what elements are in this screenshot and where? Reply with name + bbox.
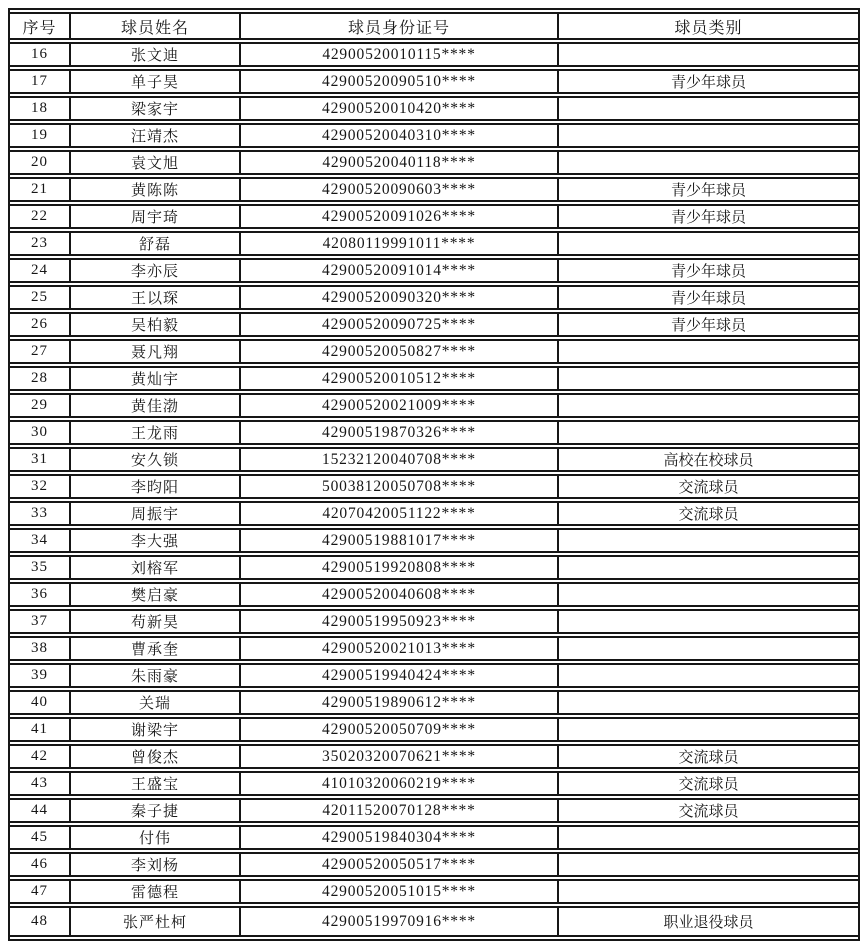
table-row — [10, 555, 858, 580]
cell-id-number: 42900520050517**** — [239, 852, 557, 877]
cell-name: 樊启豪 — [69, 582, 239, 607]
cell-category: 高校在校球员 — [557, 447, 858, 472]
cell-name: 黄灿宇 — [69, 366, 239, 391]
cell-name: 付伟 — [69, 825, 239, 850]
table-row — [10, 231, 858, 256]
table-row — [10, 879, 858, 904]
cell-index: 24 — [10, 258, 69, 283]
cell-category — [557, 420, 858, 445]
cell-index: 18 — [10, 96, 69, 121]
cell-category — [557, 609, 858, 634]
cell-index: 28 — [10, 366, 69, 391]
cell-category: 青少年球员 — [557, 204, 858, 229]
cell-category — [557, 123, 858, 148]
cell-index: 17 — [10, 69, 69, 94]
cell-category: 交流球员 — [557, 501, 858, 526]
cell-id-number: 42900520021009**** — [239, 393, 557, 418]
table-row — [10, 690, 858, 715]
cell-id-number: 35020320070621**** — [239, 744, 557, 769]
cell-index: 37 — [10, 609, 69, 634]
cell-id-number: 42900519870326**** — [239, 420, 557, 445]
cell-category — [557, 555, 858, 580]
cell-category — [557, 690, 858, 715]
table-row — [10, 582, 858, 607]
table-row — [10, 258, 858, 283]
cell-index: 26 — [10, 312, 69, 337]
table-row — [10, 528, 858, 553]
table-row — [10, 501, 858, 526]
cell-category: 青少年球员 — [557, 177, 858, 202]
cell-id-number: 42900520090603**** — [239, 177, 557, 202]
cell-category: 青少年球员 — [557, 285, 858, 310]
cell-index: 31 — [10, 447, 69, 472]
cell-id-number: 42900519840304**** — [239, 825, 557, 850]
table-row — [10, 150, 858, 175]
cell-category: 青少年球员 — [557, 312, 858, 337]
cell-category — [557, 339, 858, 364]
cell-index: 46 — [10, 852, 69, 877]
table-row — [10, 123, 858, 148]
cell-index: 29 — [10, 393, 69, 418]
table-row — [10, 339, 858, 364]
cell-category: 交流球员 — [557, 798, 858, 823]
cell-name: 聂凡翔 — [69, 339, 239, 364]
cell-name: 谢梁宇 — [69, 717, 239, 742]
cell-name: 王盛宝 — [69, 771, 239, 796]
cell-name: 单子昊 — [69, 69, 239, 94]
table-row — [10, 474, 858, 499]
cell-category: 交流球员 — [557, 771, 858, 796]
table-row — [10, 96, 858, 121]
cell-id-number: 42900520040310**** — [239, 123, 557, 148]
cell-index: 47 — [10, 879, 69, 904]
cell-category — [557, 717, 858, 742]
cell-index: 30 — [10, 420, 69, 445]
cell-id-number: 42900520090725**** — [239, 312, 557, 337]
cell-id-number: 42900520040118**** — [239, 150, 557, 175]
cell-id-number: 42900520040608**** — [239, 582, 557, 607]
cell-index: 36 — [10, 582, 69, 607]
cell-name: 周宇琦 — [69, 204, 239, 229]
cell-id-number: 42900520010420**** — [239, 96, 557, 121]
cell-id-number: 42900519940424**** — [239, 663, 557, 688]
cell-id-number: 42900520091014**** — [239, 258, 557, 283]
cell-name: 李昀阳 — [69, 474, 239, 499]
cell-name: 张严杜柯 — [69, 906, 239, 937]
cell-name: 曹承奎 — [69, 636, 239, 661]
document-page — [8, 8, 856, 941]
cell-category — [557, 879, 858, 904]
cell-category — [557, 96, 858, 121]
cell-name: 朱雨豪 — [69, 663, 239, 688]
table-row — [10, 852, 858, 877]
cell-index: 38 — [10, 636, 69, 661]
cell-id-number: 42900520090510**** — [239, 69, 557, 94]
cell-id-number: 42900520051015**** — [239, 879, 557, 904]
cell-name: 秦子捷 — [69, 798, 239, 823]
cell-index: 33 — [10, 501, 69, 526]
cell-category: 青少年球员 — [557, 258, 858, 283]
table-row — [10, 393, 858, 418]
table-row — [10, 204, 858, 229]
table-row — [10, 609, 858, 634]
cell-name: 张文迪 — [69, 42, 239, 67]
table-row — [10, 447, 858, 472]
cell-name: 王以琛 — [69, 285, 239, 310]
cell-id-number: 42900519920808**** — [239, 555, 557, 580]
table-row — [10, 744, 858, 769]
table-row — [10, 69, 858, 94]
cell-index: 25 — [10, 285, 69, 310]
cell-name: 吴柏毅 — [69, 312, 239, 337]
cell-category — [557, 150, 858, 175]
cell-index: 35 — [10, 555, 69, 580]
cell-id-number: 42900520010512**** — [239, 366, 557, 391]
cell-name: 袁文旭 — [69, 150, 239, 175]
cell-id-number: 41010320060219**** — [239, 771, 557, 796]
cell-index: 16 — [10, 42, 69, 67]
col-header-name: 球员姓名 — [69, 12, 239, 40]
cell-name: 李亦辰 — [69, 258, 239, 283]
cell-name: 王龙雨 — [69, 420, 239, 445]
table-row — [10, 636, 858, 661]
cell-index: 21 — [10, 177, 69, 202]
player-table-body — [10, 42, 858, 937]
cell-id-number: 42900519881017**** — [239, 528, 557, 553]
cell-name: 安久锁 — [69, 447, 239, 472]
table-row — [10, 798, 858, 823]
cell-name: 黄佳渤 — [69, 393, 239, 418]
cell-category — [557, 42, 858, 67]
cell-name: 曾俊杰 — [69, 744, 239, 769]
cell-id-number: 42900519970916**** — [239, 906, 557, 937]
cell-index: 22 — [10, 204, 69, 229]
table-row — [10, 366, 858, 391]
cell-name: 周振宇 — [69, 501, 239, 526]
col-header-id-number: 球员身份证号 — [239, 12, 557, 40]
table-row — [10, 771, 858, 796]
cell-id-number: 42900520050709**** — [239, 717, 557, 742]
cell-id-number: 42080119991011**** — [239, 231, 557, 256]
cell-category — [557, 636, 858, 661]
table-row — [10, 717, 858, 742]
cell-id-number: 42900520021013**** — [239, 636, 557, 661]
cell-index: 32 — [10, 474, 69, 499]
cell-id-number: 50038120050708**** — [239, 474, 557, 499]
table-row — [10, 663, 858, 688]
cell-category — [557, 366, 858, 391]
cell-index: 34 — [10, 528, 69, 553]
cell-name: 关瑞 — [69, 690, 239, 715]
cell-id-number: 42900520091026**** — [239, 204, 557, 229]
cell-index: 23 — [10, 231, 69, 256]
cell-id-number: 42011520070128**** — [239, 798, 557, 823]
cell-id-number: 42900520010115**** — [239, 42, 557, 67]
cell-category: 青少年球员 — [557, 69, 858, 94]
cell-name: 李刘杨 — [69, 852, 239, 877]
table-row — [10, 42, 858, 67]
cell-category: 交流球员 — [557, 744, 858, 769]
cell-index: 45 — [10, 825, 69, 850]
cell-id-number: 42900520090320**** — [239, 285, 557, 310]
cell-index: 44 — [10, 798, 69, 823]
cell-id-number: 42070420051122**** — [239, 501, 557, 526]
table-row — [10, 285, 858, 310]
table-row — [10, 177, 858, 202]
header-row — [10, 12, 858, 40]
cell-index: 40 — [10, 690, 69, 715]
cell-category — [557, 663, 858, 688]
col-header-index: 序号 — [10, 12, 69, 40]
cell-name: 李大强 — [69, 528, 239, 553]
cell-name: 舒磊 — [69, 231, 239, 256]
cell-index: 42 — [10, 744, 69, 769]
cell-category — [557, 825, 858, 850]
cell-name: 黄陈陈 — [69, 177, 239, 202]
cell-category — [557, 852, 858, 877]
cell-category — [557, 393, 858, 418]
cell-index: 41 — [10, 717, 69, 742]
table-header — [10, 12, 858, 40]
cell-id-number: 42900519950923**** — [239, 609, 557, 634]
cell-name: 雷德程 — [69, 879, 239, 904]
table-row — [10, 312, 858, 337]
cell-index: 20 — [10, 150, 69, 175]
cell-index: 27 — [10, 339, 69, 364]
cell-index: 39 — [10, 663, 69, 688]
cell-index: 48 — [10, 906, 69, 937]
cell-category — [557, 528, 858, 553]
cell-name: 苟新昊 — [69, 609, 239, 634]
col-header-category: 球员类别 — [557, 12, 858, 40]
player-table — [8, 8, 860, 941]
cell-category — [557, 231, 858, 256]
table-row — [10, 825, 858, 850]
cell-id-number: 42900520050827**** — [239, 339, 557, 364]
cell-index: 43 — [10, 771, 69, 796]
cell-name: 梁家宇 — [69, 96, 239, 121]
cell-index: 19 — [10, 123, 69, 148]
cell-id-number: 15232120040708**** — [239, 447, 557, 472]
cell-category: 职业退役球员 — [557, 906, 858, 937]
cell-category: 交流球员 — [557, 474, 858, 499]
cell-name: 刘榕军 — [69, 555, 239, 580]
table-row — [10, 420, 858, 445]
table-row — [10, 906, 858, 937]
cell-category — [557, 582, 858, 607]
cell-name: 汪靖杰 — [69, 123, 239, 148]
cell-id-number: 42900519890612**** — [239, 690, 557, 715]
